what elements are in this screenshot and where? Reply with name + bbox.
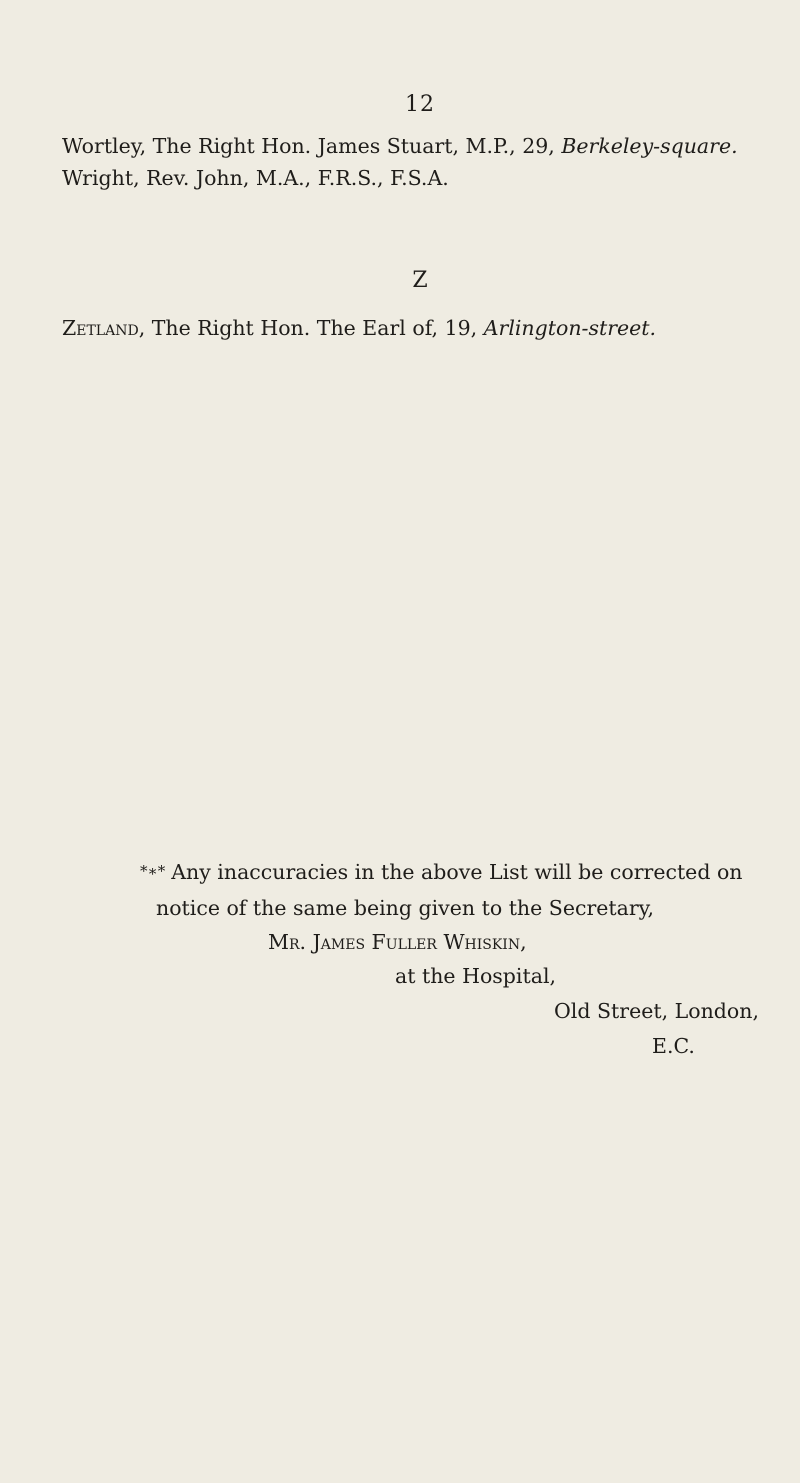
note-line-4: at the Hospital,	[395, 964, 557, 988]
note-line-5: Old Street, London,	[554, 999, 759, 1023]
entry-name: Wright, Rev. John, M.A., F.R.S., F.S.A.	[62, 166, 449, 190]
note-line-1	[140, 862, 743, 883]
list-entry-zetland	[62, 318, 656, 339]
list-entry-wortley	[62, 136, 738, 157]
section-letter: Z	[412, 268, 428, 293]
entry-surname: Zetland	[62, 316, 139, 340]
note-text: Any inaccuracies in the above List will be corrected on	[171, 860, 743, 884]
asterism-mark: *∗*	[140, 862, 166, 880]
note-line-6: E.C.	[652, 1034, 695, 1058]
note-line-2: notice of the same being given to the Secretary,	[156, 896, 655, 920]
entry-name: Wortley, The Right Hon. James Stuart, M.P., 29,	[62, 134, 562, 158]
list-entry-wright	[62, 168, 449, 189]
entry-name: , The Right Hon. The Earl of, 19,	[138, 316, 484, 340]
entry-address: Arlington-street.	[483, 316, 657, 340]
page-number: 12	[405, 92, 435, 117]
secretary-name: Mr. James Fuller Whiskin,	[268, 930, 527, 954]
entry-address: Berkeley-square.	[561, 134, 738, 158]
